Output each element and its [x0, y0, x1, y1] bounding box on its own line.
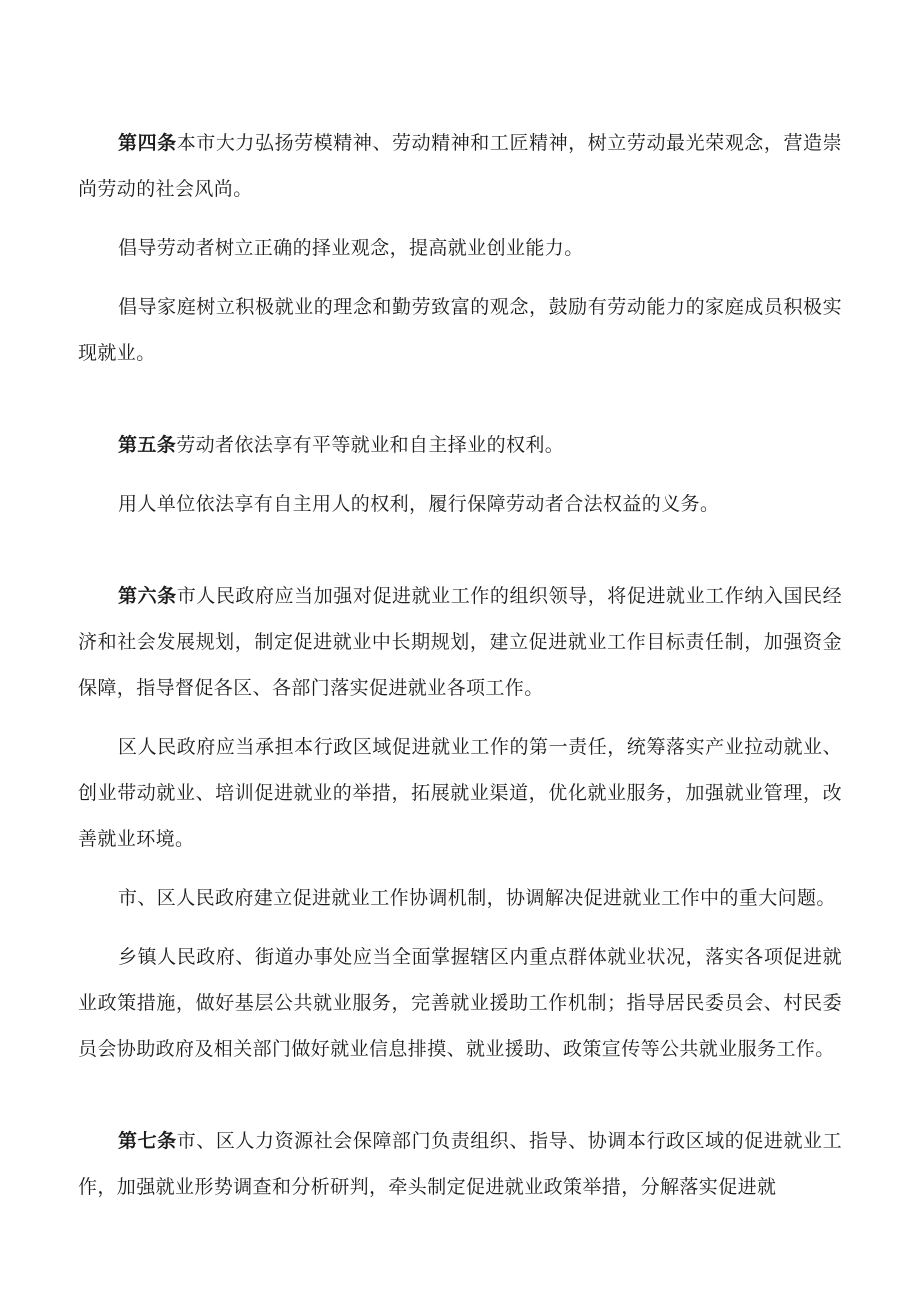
article-6-paragraph-1 [78, 573, 842, 711]
article-4 [78, 120, 842, 376]
article-4-paragraph-3: 倡导家庭树立积极就业的理念和勤劳致富的观念，鼓励有劳动能力的家庭成员积极实现就业。 [78, 296, 842, 364]
article-4-label: 第四条 [118, 132, 177, 154]
article-5-paragraph-1 [78, 422, 842, 468]
article-6-paragraph-4: 乡镇人民政府、街道办事处应当全面掌握辖区内重点群体就业状况，落实各项促进就业政策措施，做好基层公共就业服务，完善就业援助工作机制；指导居民委员会、村民委员会协助政府及相关部门做好就业信息排摸、就业援助、政策宣传等公共就业服务工作。 [78, 946, 842, 1060]
article-7-paragraph-1-text: 市、区人力资源社会保障部门负责组织、指导、协调本行政区域的促进就业工作，加强就业形势调查和分析研判，牵头制定促进就业政策举措，分解落实促进就 [78, 1130, 842, 1198]
article-6-paragraph-2: 区人民政府应当承担本行政区域促进就业工作的第一责任，统筹落实产业拉动就业、创业带动就业、培训促进就业的举措，拓展就业渠道，优化就业服务，加强就业管理，改善就业环境。 [78, 736, 842, 850]
article-5 [78, 422, 842, 527]
article-6-label: 第六条 [118, 585, 177, 607]
article-4-paragraph-2: 倡导劳动者树立正确的择业观念，提高就业创业能力。 [118, 237, 584, 259]
article-4-paragraph-1 [78, 120, 842, 212]
document-page [78, 120, 842, 1256]
article-5-label: 第五条 [118, 434, 177, 456]
article-7 [78, 1118, 842, 1210]
article-5-paragraph-2: 用人单位依法享有自主用人的权利，履行保障劳动者合法权益的义务。 [118, 493, 720, 515]
article-7-paragraph-1 [78, 1118, 842, 1210]
article-6-paragraph-1-text: 市人民政府应当加强对促进就业工作的组织领导，将促进就业工作纳入国民经济和社会发展规划，制定促进就业中长期规划，建立促进就业工作目标责任制，加强资金保障，指导督促各区、各部门落实促进就业各项工作。 [78, 585, 842, 699]
article-6-paragraph-3: 市、区人民政府建立促进就业工作协调机制，协调解决促进就业工作中的重大问题。 [118, 887, 836, 909]
article-7-label: 第七条 [118, 1130, 177, 1152]
article-4-paragraph-1-text: 本市大力弘扬劳模精神、劳动精神和工匠精神，树立劳动最光荣观念，营造崇尚劳动的社会风尚。 [78, 132, 842, 200]
article-6 [78, 573, 842, 1072]
article-5-paragraph-1-text: 劳动者依法享有平等就业和自主择业的权利。 [176, 434, 565, 456]
